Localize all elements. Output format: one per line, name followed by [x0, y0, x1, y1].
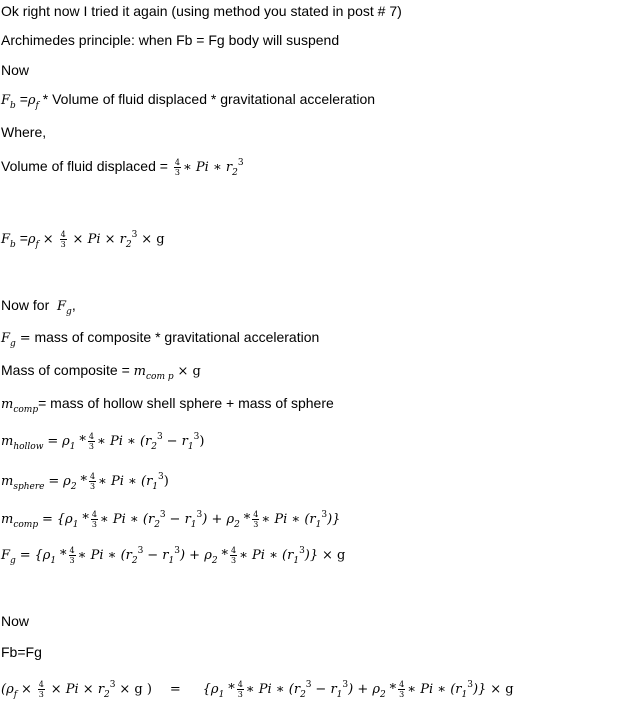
fg-full: $F_g = \{\rho_1$ * $\frac{4}{3}$ ∗ Pi ∗ $(r_2^3 - r_1^3) + \rho_2$ * $\frac{4}{3}$ ∗ Pi ∗ $(r_1^3)\} \times g$ [1, 546, 346, 567]
intro-line: Ok right now I tried it again (using method you stated in post # 7) [1, 3, 402, 19]
final-equation: ($\rho_f$ × $\frac{4}{3}$ × $Pi \times r_2^3 \times g$ ) = {$\rho_1$ * $\frac{4}{3}$ ∗ Pi ∗ $(r_2^3 - r_1^3) + \rho_2$ * $\frac{4}{3}$ ∗ Pi ∗ $(r_1^3)\} \times g$ [1, 680, 514, 701]
m-sphere-equation: $m_{sphere} = \rho_2$ * $\frac{4}{3}$ ∗ Pi ∗ $(r_1^3)$ [1, 472, 169, 493]
mass-composite-line: Mass of composite = $m_{com p} \times g$ [1, 362, 201, 382]
fg-definition: $F_g$ = mass of composite * gravitational acceleration [1, 329, 320, 349]
volume-line: Volume of fluid displaced = $\frac{4}{3}$ ∗ Pi ∗ $r_2^3$ [1, 158, 244, 179]
fb-expression: $F_b =\rho_f$ × $\frac{4}{3}$ × $Pi \times r_2^3 \times g$ [1, 230, 165, 251]
m-composite-full: $m_{comp} = \{\rho_1$ * $\frac{4}{3}$ ∗ Pi ∗ $(r_2^3 - r_1^3) + \rho_2$ * $\frac{4}{3}$ ∗ Pi ∗ $(r_1^3)$} [1, 510, 341, 531]
now-line: Now [1, 62, 30, 78]
archimedes-line: Archimedes principle: when Fb = Fg body will suspend [1, 32, 340, 48]
where-line: Where, [1, 124, 47, 140]
fb-equals-fg: Fb=Fg [1, 644, 42, 660]
now2-line: Now [1, 613, 30, 629]
now-for-fg: Now for $F_g$, [1, 297, 76, 317]
m-hollow-equation: $m_{hollow} = \rho_1$ * $\frac{4}{3}$ ∗ Pi ∗ $(r_2^3 - r_1^3)$ [1, 432, 205, 453]
mcomp-definition: $m_{comp}=$ mass of hollow shell sphere + mass of sphere [1, 395, 334, 415]
fb-definition: $F_b =\rho_f$ * Volume of fluid displaced * gravitational acceleration [1, 91, 376, 111]
fraction-4-3: $\frac{4}{3}$ [174, 158, 180, 177]
